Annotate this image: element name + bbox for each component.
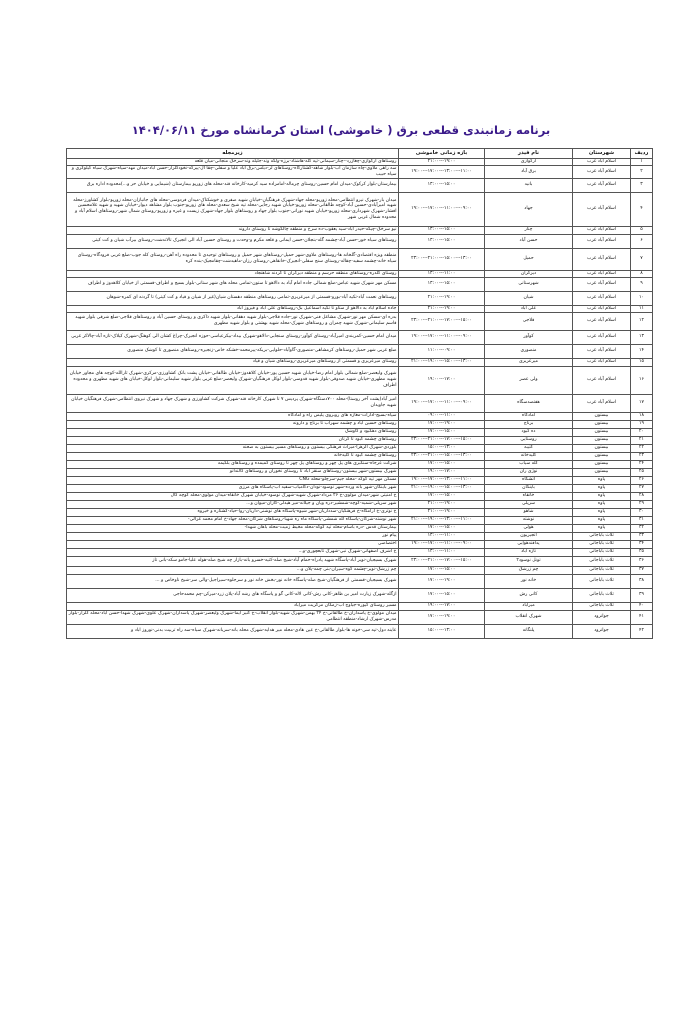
row-outage-time: ۱۵:۰۰---۱۷:۰۰ <box>399 524 485 532</box>
row-areas: روستاهای سیاه خور-حسن آباد-چشمه گله-بنجلان-حسن ایمانی و قلعه مکرم و-وحدت و روستای حسین آباد الی انجیرک تالاندشت-روستای بیرآب شیان و کت کیتی <box>67 234 399 248</box>
row-feeder: تازه آباد <box>485 548 573 556</box>
row-county: پاوه <box>573 484 631 492</box>
row-number: ۳۵ <box>631 548 653 556</box>
row-areas: خ اشرف اصفهانی-شهرک نبی-شهرک تابعچوری-و... <box>67 548 399 556</box>
row-number: ۲۲ <box>631 444 653 452</box>
table-row <box>67 548 653 556</box>
row-outage-time: ۱۱:۰۰---۱۳:۰۰---۱۹:۰۰---۲۱:۰۰ <box>399 516 485 524</box>
row-county: اسلام آباد غرب <box>573 166 631 179</box>
row-outage-time: ۱۵:۰۰---۱۳:۰۰ <box>399 277 485 291</box>
row-number: ۱۷ <box>631 394 653 412</box>
row-county: بیستون <box>573 412 631 420</box>
table-row <box>67 460 653 468</box>
row-areas: بلوردی-شهرک الزهرا-میراث فرهنگی بیستون و روستاهای مسیر بیستون به صحنه <box>67 444 399 452</box>
row-areas: میدان مولوی-خ پاسداران-خ طالقانی-خ ۲۴ بهمن-شهرک شهید-بلوار انقلاب-خ کنیز ایما-شهرک ولیعصر-شهرک پاسداران-شهرک علوی-شهرک شهدا-حسن آباد-محله گلزار-بلوار مدرس-شهرک ارشاد-منطقه انتظامی <box>67 610 399 624</box>
row-outage-time: ۱۹:۰۰---۱۷:۰۰ <box>399 420 485 428</box>
row-county: اسلام آباد غرب <box>573 277 631 291</box>
row-county: اسلام آباد غرب <box>573 330 631 344</box>
row-outage-time: ۱۹:۰۰---۲۱:۰۰ <box>399 291 485 305</box>
row-outage-time: ۱۵:۰۰---۱۷:۰۰---۲۱:۰۰---۲۳:۰۰ <box>399 556 485 566</box>
table-body <box>67 159 653 639</box>
table-row <box>67 444 653 452</box>
row-outage-time: ۱۵:۰۰---۱۷:۰۰---۲۱:۰۰---۲۳:۰۰ <box>399 312 485 330</box>
table-row <box>67 452 653 460</box>
table-row <box>67 305 653 312</box>
row-feeder: خانه نور <box>485 574 573 588</box>
row-county: اسلام آباد غرب <box>573 305 631 312</box>
row-county: اسلام آباد غرب <box>573 270 631 277</box>
row-county: اسلام آباد غرب <box>573 312 631 330</box>
table-row <box>67 436 653 444</box>
row-county: اسلام آباد غرب <box>573 192 631 226</box>
row-county: بیستون <box>573 460 631 468</box>
row-areas: روستاهای نعمت آباد-تکیه آباد-بورو-قسمتی از میرعزیزی-تمامی روستاهای منطقه دهستان شیان(غیر از شیان و قیاد و کت کیتی) تا گردنه ای کمره-شوهان <box>67 291 399 305</box>
row-outage-time: ۱۹:۰۰---۲۱:۰۰ <box>399 305 485 312</box>
row-feeder: سرپلی <box>485 500 573 508</box>
row-areas: منطقه ویژه اقتصادی-گلخانه ها-روستاهای ملاوی-شهر حمیل-روستاهای شهر حمیل و روستاهای توحیدی تا محدوده راه آهن-روستای کله جوب-ضلع غربی فرودگاه-روستای سیاه خانه-چشمه سفید-چقاله-روستای سنج سفلی-انجیرک-خانقاهی-روستای رزان-ماهیدشت-چقامجیک-بنده کره <box>67 248 399 270</box>
row-areas: پیام نور <box>67 532 399 540</box>
row-number: ۳ <box>631 178 653 192</box>
row-outage-time: ۱۹:۰۰---۲۱:۰۰ <box>399 508 485 516</box>
table-row <box>67 420 653 428</box>
row-feeder: علی آباد <box>485 305 573 312</box>
row-number: ۱۶ <box>631 366 653 394</box>
row-areas: مسکن مهر تپه کوکه -محله جیم-سرچلو-محله CNG <box>67 476 399 484</box>
row-areas: روستاهای دهکبود و کاوشک <box>67 428 399 436</box>
row-outage-time: ۱۱:۰۰---۱۳:۰۰---۱۷:۰۰---۱۹:۰۰ <box>399 476 485 484</box>
row-feeder: کتیبه <box>485 444 573 452</box>
row-feeder: کلیدخانه <box>485 452 573 460</box>
row-areas: سپاه-بسیج-ادارات-مغازه های روبروی پلیس راه و آمادگاه <box>67 412 399 420</box>
row-outage-time: ۱۷:۰۰---۱۹:۰۰ <box>399 468 485 476</box>
row-areas: شهرک بیستون-شهر بیستون-روستاهای سنقر آباد تا روستای نخوران و روستاهای کالندانو <box>67 468 399 476</box>
table-row <box>67 566 653 574</box>
table-row <box>67 492 653 500</box>
row-number: ۷ <box>631 248 653 270</box>
row-areas: شرکت عرجاه-سنگبری های پل چهر و روستاهای پل چهر تا روستای کمیمده و روستاهای بلکیمه <box>67 460 399 468</box>
row-county: اسلام آباد غرب <box>573 394 631 412</box>
row-number: ۱۰ <box>631 291 653 305</box>
table-row <box>67 588 653 602</box>
row-county: اسلام آباد غرب <box>573 344 631 358</box>
row-number: ۸ <box>631 270 653 277</box>
row-county: ثلاث باباجانی <box>573 574 631 588</box>
row-number: ۲۹ <box>631 500 653 508</box>
row-number: ۶ <box>631 234 653 248</box>
header-feeder: نام فیدر <box>485 149 573 159</box>
table-row <box>67 524 653 532</box>
row-county: جوانرود <box>573 624 631 638</box>
row-outage-time: ۰۹:۰۰---۱۱:۰۰ <box>399 344 485 358</box>
table-row <box>67 532 653 540</box>
table-row <box>67 248 653 270</box>
row-feeder: تونل نوسود۲ <box>485 556 573 566</box>
row-feeder: میرعزیزی <box>485 358 573 366</box>
row-areas: اختصاصی <box>67 540 399 548</box>
row-outage-time: ۱۵:۰۰---۱۷:۰۰ <box>399 588 485 602</box>
row-areas: ضلع غربی شهر حمیل-روستاهای کرمشاهی-منصوری-گاوآباد-حلوایی-بریکه-پیرمحمد-خشکه خاص-زنجیره-روستاهای منصوری تا کوشک منصوری <box>67 344 399 358</box>
row-number: ۵ <box>631 226 653 234</box>
row-feeder: خانقاه <box>485 492 573 500</box>
row-areas: روستاهای چشمه کبود تا کرتان <box>67 436 399 444</box>
row-feeder: حسن آباد <box>485 234 573 248</box>
row-county: بیستون <box>573 436 631 444</box>
row-outage-time: ۱۳:۰۰---۱۵:۰۰---۱۹:۰۰---۲۱:۰۰ <box>399 484 485 492</box>
row-county: اسلام آباد غرب <box>573 226 631 234</box>
row-number: ۱۴ <box>631 344 653 358</box>
row-feeder: پلنگانه <box>485 624 573 638</box>
row-number: ۱۳ <box>631 330 653 344</box>
row-outage-time: ۱۵:۰۰---۱۳:۰۰ <box>399 234 485 248</box>
row-number: ۳۴ <box>631 540 653 548</box>
row-county: پاوه <box>573 524 631 532</box>
row-outage-time: ۱۹:۰۰---۲۱:۰۰ <box>399 500 485 508</box>
table-row <box>67 484 653 492</box>
row-outage-time: ۰۹:۰۰---۱۱:۰۰---۱۷:۰۰---۱۹:۰۰ <box>399 394 485 412</box>
row-county: ثلاث باباجانی <box>573 588 631 602</box>
row-outage-time: ۱۳:۰۰---۱۵:۰۰ <box>399 624 485 638</box>
table-row <box>67 574 653 588</box>
row-areas: روستاهای چشمه کبود تا کلیدخانه <box>67 452 399 460</box>
row-outage-time: ۰۹:۰۰---۱۱:۰۰---۱۷:۰۰---۱۹:۰۰ <box>399 540 485 548</box>
row-county: ثلاث باباجانی <box>573 540 631 548</box>
row-outage-time: ۰۹:۰۰---۱۱:۰۰---۱۷:۰۰---۱۹:۰۰ <box>399 192 485 226</box>
row-outage-time: ۱۹:۰۰---۲۱:۰۰ <box>399 159 485 166</box>
header-time: بازه زمانی خاموشی <box>399 149 485 159</box>
row-feeder: کوآور <box>485 330 573 344</box>
row-outage-time: ۱۳:۰۰---۱۵:۰۰ <box>399 444 485 452</box>
row-county: اسلام آباد غرب <box>573 358 631 366</box>
row-feeder: پدافندهوایی <box>485 540 573 548</box>
row-county: پاوه <box>573 476 631 484</box>
row-areas: امیر آباد(پشت آخر روستا)-محله ۷۰۰دستگاه-شهرک پردیس ۷ تا شهرک کارخانه قند-شهرک شرکت کشاورزی و شهرک جهاد و شهرک نیروی انتظامی-شهرک فرهنگیان خیابان شهید جاویدان <box>67 394 399 412</box>
row-outage-time: ۱۱:۰۰---۱۳:۰۰ <box>399 532 485 540</box>
table-row <box>67 226 653 234</box>
row-outage-time: ۱۳:۰۰---۱۵:۰۰---۲۱:۰۰---۲۳:۰۰ <box>399 248 485 270</box>
row-outage-time: ۱۱:۰۰---۱۳:۰۰ <box>399 548 485 556</box>
row-areas: عاینه دول-تپه سی-خونه ها-بلوار طالقانی-خ عین هادی-محله میر هدایه-شهرک محله بانه-سربانه-شهرک سیاه-سه راه تربیت بدنی-نوروز اباد و <box>67 624 399 638</box>
row-number: ۳۱ <box>631 516 653 524</box>
table-row <box>67 468 653 476</box>
row-areas: چم زرشک-نوبر-چشمه کوه-سیران-بنی چمه-پلان و... <box>67 566 399 574</box>
row-county: ثلاث باباجانی <box>573 556 631 566</box>
table-row <box>67 159 653 166</box>
row-areas: روستاهای ارکوازی-چغازرد--چنار-سیمانی-تپه کله-هاشتاد-برزه-ولکه وند-جلیله وند-سرخک منجانی-میان قلعه <box>67 159 399 166</box>
row-county: ثلاث باباجانی <box>573 548 631 556</box>
row-areas: بیمارستان-بلوار کرکوک-میدان امام حسین-روستای چرماله-امامزاده سید کرمیه-کارخانه قند-محله های زورپو بیمارستان (شیمایی و خیابان حر و...)محدوده اداره برق <box>67 178 399 192</box>
row-feeder: شهرک انقلاب <box>485 610 573 624</box>
row-areas: شهرک ولیعصر-ضلع شمالی بلوار امام رضا-خیابان شهید حسین پور-خیابان کلاهدوز-خیابان طالقانی-خیابان پشت بانک کشاورزی-مرکزی-شهرک ثارالله-کوچه های مجاور خیابان شهید مطهری-خیابان شهید صدوقی-بلوار شهید قدوسی-بلوار لوکل فرهنگیان-شهرک ولیعصر-ضلع غربی بلوار شهید سلیمانی-بلوار لوکل-خیابان های شهید مطهری و محدوده اطراف <box>67 366 399 394</box>
row-number: ۲ <box>631 166 653 179</box>
row-outage-time: ۱۹:۰۰---۱۷:۰۰ <box>399 574 485 588</box>
row-outage-time: ۱۱:۰۰---۱۳:۰۰ <box>399 270 485 277</box>
table-row <box>67 166 653 179</box>
row-county: جوانرود <box>573 610 631 624</box>
row-areas: شهرک بسیجیان-قسمتی از فرهنگیان-شیخ صله-پاسگاه خانه نور-بخش خانه نور و سرجلوه-سیراجیل-والی سر-شیخ ناوخاص و ... <box>67 574 399 588</box>
row-feeder: هولی <box>485 524 573 532</box>
row-outage-time: ۱۱:۰۰---۱۳:۰۰---۱۷:۰۰---۱۹:۰۰ <box>399 166 485 179</box>
row-feeder: چنار <box>485 226 573 234</box>
row-number: ۲۶ <box>631 476 653 484</box>
row-number: ۹ <box>631 277 653 291</box>
header-num: ردیف <box>631 149 653 159</box>
header-county: شهرستان <box>573 149 631 159</box>
row-county: پاوه <box>573 500 631 508</box>
row-feeder: کانی رش <box>485 588 573 602</box>
row-outage-time: ۱۵:۰۰---۱۷:۰۰ <box>399 566 485 574</box>
row-areas: میدان امام حسین-کمربندی امیرآباد-روستای کوآور-روستای سنجابی-دالاهو-شهرک بیداد-بیکرعباسی-حوزه انجیرک-چراغ کشان الی کوهنگ-شهرک کیلاک-تازه آباد-چالاکر غربی <box>67 330 399 344</box>
row-number: ۳۶ <box>631 556 653 566</box>
row-number: ۲۳ <box>631 452 653 460</box>
row-outage-time: ۱۵:۰۰---۱۷:۰۰---۲۱:۰۰---۲۳:۰۰ <box>399 436 485 444</box>
row-number: ۲۷ <box>631 484 653 492</box>
row-county: اسلام آباد غرب <box>573 178 631 192</box>
row-feeder: آمادگاه <box>485 412 573 420</box>
row-number: ۱۸ <box>631 412 653 420</box>
table-row <box>67 234 653 248</box>
row-number: ۱۱ <box>631 305 653 312</box>
row-number: ۱۲ <box>631 312 653 330</box>
row-areas: بیمارستان قدس -دره باسام-محله تپه کوکه-محله مخیط زمیت-محله باهان شهدا- <box>67 524 399 532</box>
row-areas: مسیر روستای کیوره-جیاوج آب-زمکان مرکزیت میرآباد <box>67 602 399 610</box>
outage-schedule-table <box>66 148 653 639</box>
row-feeder: انجیریون <box>485 532 573 540</box>
row-county: اسلام آباد غرب <box>573 159 631 166</box>
row-areas: خ نوتری-خ آرامگاه-خ فرهنگیان-سدداریان-شهر شیوه-پاسگاه های نوشنی-داریان-روا-حیاد-گشتاره و خیروه <box>67 508 399 516</box>
row-areas: مسکن مهر شهرک شهید عباس-ضلع شمالی جاده امام آباد به دالاهو تا ستون-تمامی محله های شهر ستانی-بلوار بسیج و اطراف-قسمتی از خیابان کلاهدوز و اطراف <box>67 277 399 291</box>
row-areas: میدان بار-شهرک نیرو انتظامی-محله زورپو-محله جهاد-شهرک فرهنگیان-خیابان شهید صفری و خوشکناک-میدان فردوسی-محله های جانبازان-محله زورپو-بلوار کشاورز-محله شهید امیرآبادی-حسین آباد-کوچه طالقانی-محله زورپو-خیابان شهید رجایی-محله تپه شیخ سعدی-محله های زورپو-جنوب بلوار مشاهد دیوار-خیابان شهید و شهید غلامحسین افشار-شهرک شهرداری-محله زورپو-خیابان شهید نورانی-جنوب بلوار جهاد و روستاهای بلوار جهاد-شهرک زیست و غیره و زورپو-روستای شمال شهر-روستاهای اسلام آباد و محدوده شمال غربی شهر <box>67 192 399 226</box>
table-row <box>67 344 653 358</box>
table-row <box>67 312 653 330</box>
row-outage-time: ۱۷:۰۰---۱۹:۰۰ <box>399 366 485 394</box>
row-areas: بدره ای-مسکن مهر نور-شهرک مشاغل فنی-شهرک نور-جاده قلاجی-بلوار شهید دهقانی-بلوار شهید ذاکری و روستای حسین آباد و روستاهای قلاجی-ضلع شرقی بلوار شهید قاسم سلیمانی-شهرک شهید چمران و روستاهای شهرک-محله شهید بهشتی و بلوار شهید مطهری <box>67 312 399 330</box>
row-number: ۳۲ <box>631 524 653 532</box>
table-row <box>67 291 653 305</box>
row-feeder: هفتصدسگاه <box>485 394 573 412</box>
row-county: بیستون <box>573 444 631 452</box>
row-areas: خ امنیتی شهر-میدان مولوی-خ ۲۶ مرداد-شهرک شهید-شهرک نوسود-خیابان شهرک خانقاه-میدان مولوی-محله کوچه کال <box>67 492 399 500</box>
row-feeder: ولی عصر <box>485 366 573 394</box>
row-outage-time: ۰۹:۰۰---۱۱:۰۰---۱۷:۰۰---۱۹:۰۰ <box>399 330 485 344</box>
row-outage-time: ۱۵:۰۰---۱۷:۰۰ <box>399 492 485 500</box>
row-outage-time: ۱۳:۰۰---۱۵:۰۰---۲۱:۰۰---۲۳:۰۰ <box>399 452 485 460</box>
row-number: ۴۱ <box>631 610 653 624</box>
row-county: پاوه <box>573 492 631 500</box>
row-feeder: برناج <box>485 420 573 428</box>
row-outage-time: ۱۷:۰۰---۱۹:۰۰ <box>399 602 485 610</box>
row-areas: روستای میرعزیزی و قسمتی از روستاهای میرعزیزی-روستاهای شیان و قیاد <box>67 358 399 366</box>
row-feeder: جهاد <box>485 192 573 226</box>
row-county: اسلام آباد غرب <box>573 234 631 248</box>
row-feeder: ارکوازی <box>485 159 573 166</box>
row-feeder: چم زرشک <box>485 566 573 574</box>
row-number: ۲۵ <box>631 468 653 476</box>
row-number: ۳۰ <box>631 508 653 516</box>
row-areas: جاده اسلام آباد به دالاهو از ستاو تا تکیه اسماعیل بک-روستاهای علی آباد و فیروز آباد <box>67 305 399 312</box>
row-number: ۳۳ <box>631 532 653 540</box>
row-number: ۳۹ <box>631 588 653 602</box>
row-outage-time: ۱۵:۰۰---۱۷:۰۰ <box>399 460 485 468</box>
row-areas: روستاهای حسین آباد و چشمه سهراب تا برناج و دارونه <box>67 420 399 428</box>
table-row <box>67 330 653 344</box>
row-feeder: منصوری <box>485 344 573 358</box>
row-feeder: باینگان <box>485 484 573 492</box>
row-areas: شهرک بسیجیان-نوبر آباد-پاسگاه شهید پادراه-حمام آباد-شیخ صله-کتیه-خسرو بانه-بازار چه شیخ صله-هوله علیا-جامو سکه-بانی تاز <box>67 556 399 566</box>
row-county: پاوه <box>573 508 631 516</box>
row-feeder: قلاجی <box>485 312 573 330</box>
row-areas: سه راهی ملاوی-چاه سازمان آب-بلوار شاهد-کشتارگاه-روستاهای لر-دیلس-برق آباد علیا و سفلی-چقا آل-پیرکه-نخودگلزار-حسن آباد-میدان مهد-سپاه-شهرک سیاه کیلوگزی و سپاه حبیب <box>67 166 399 179</box>
row-outage-time: ۱۹:۰۰---۱۷:۰۰ <box>399 610 485 624</box>
row-feeder: برق آباد <box>485 166 573 179</box>
table-row <box>67 500 653 508</box>
row-areas: شهر نوشته-شرکان-پاسگاه لله شمشی-پاسگاه ماه ره شهبا-روستاهای شرکان-محله جهاد-خ امام محمد غزالی- <box>67 516 399 524</box>
row-number: ۳۸ <box>631 574 653 588</box>
row-feeder: روستایی <box>485 436 573 444</box>
row-feeder: نوشته <box>485 516 573 524</box>
row-county: اسلام آباد غرب <box>573 366 631 394</box>
row-county: ثلاث باباجانی <box>573 532 631 540</box>
table-row <box>67 476 653 484</box>
row-feeder: شیان <box>485 291 573 305</box>
row-feeder: ده کبود <box>485 428 573 436</box>
row-feeder: میرآباد <box>485 602 573 610</box>
table-header-row <box>67 149 653 159</box>
row-number: ۲۴ <box>631 460 653 468</box>
table-row <box>67 192 653 226</box>
row-county: پاوه <box>573 516 631 524</box>
table-row <box>67 366 653 394</box>
row-number: ۴۰ <box>631 602 653 610</box>
row-feeder: نوژی ران <box>485 468 573 476</box>
table-row <box>67 178 653 192</box>
row-feeder: حمیل <box>485 248 573 270</box>
row-areas: روستای کلدره-روستاهای منطقه حرسم و منطقه دیزگران تا گردنه شاهنجاد <box>67 270 399 277</box>
row-county: بیستون <box>573 452 631 460</box>
table-row <box>67 412 653 420</box>
row-county: بیستون <box>573 428 631 436</box>
row-feeder: آتشگاه <box>485 476 573 484</box>
table-row <box>67 516 653 524</box>
table-row <box>67 508 653 516</box>
row-outage-time: ۱۵:۰۰---۱۳:۰۰ <box>399 226 485 234</box>
table-row <box>67 277 653 291</box>
row-county: بیستون <box>573 468 631 476</box>
row-outage-time: ۱۵:۰۰---۱۷:۰۰ <box>399 428 485 436</box>
row-feeder: بانید <box>485 178 573 192</box>
row-county: اسلام آباد غرب <box>573 291 631 305</box>
table-row <box>67 270 653 277</box>
row-number: ۲۱ <box>631 436 653 444</box>
row-areas: شهر باینگان-شهر بانه ورده-شهر نوسود-نودان-دکامیاب-سفید آب-پاسگاه های مرزی <box>67 484 399 492</box>
row-number: ۴۲ <box>631 624 653 638</box>
header-areas: زیرمجله <box>67 149 399 159</box>
row-feeder: کله سیاب <box>485 460 573 468</box>
row-number: ۳۷ <box>631 566 653 574</box>
row-areas: نیو سرخک-چیکه-حیدر آباد-سید یعقوب-ده سرخ و منطقه چالکوشه تا روستای داروند <box>67 226 399 234</box>
table-row <box>67 428 653 436</box>
document-title: برنامه زمانبندی قطعی برق ( خاموشی) استان کرمانشاه مورخ ۱۴۰۴/۰۶/۱۱ <box>131 123 551 137</box>
row-county: اسلام آباد غرب <box>573 248 631 270</box>
row-county: بیستون <box>573 420 631 428</box>
row-areas: شهر سرپلی-شمیه-گوچه-شمشیر-دره ویان و جیلانه-میر هیدلی-کازان-میوان و... <box>67 500 399 508</box>
row-number: ۴ <box>631 192 653 226</box>
row-feeder: شاهو <box>485 508 573 516</box>
table-row <box>67 610 653 624</box>
row-number: ۱۹ <box>631 420 653 428</box>
table-row <box>67 624 653 638</box>
table-row <box>67 394 653 412</box>
row-areas: ازگله-شهرک زیارت امیر بن ظاهر-کانی رش-کانی لاله-کانی گو و پاسگاه های رشه آباد-پلان زرد-میرکن-چم محمدحاجی <box>67 588 399 602</box>
row-number: ۲۰ <box>631 428 653 436</box>
row-feeder: شهرستانی <box>485 277 573 291</box>
table-row <box>67 602 653 610</box>
table-row <box>67 540 653 548</box>
table-row <box>67 556 653 566</box>
row-county: ثلاث باباجانی <box>573 602 631 610</box>
row-feeder: دیزگران <box>485 270 573 277</box>
row-county: ثلاث باباجانی <box>573 566 631 574</box>
row-number: ۱ <box>631 159 653 166</box>
table-row <box>67 358 653 366</box>
row-outage-time: ۱۱:۰۰---۰۹:۰۰ <box>399 412 485 420</box>
row-number: ۱۵ <box>631 358 653 366</box>
row-number: ۲۸ <box>631 492 653 500</box>
row-outage-time: ۱۳:۰۰---۱۵:۰۰---۱۹:۰۰---۲۱:۰۰ <box>399 358 485 366</box>
row-outage-time: ۱۵:۰۰---۱۳:۰۰ <box>399 178 485 192</box>
